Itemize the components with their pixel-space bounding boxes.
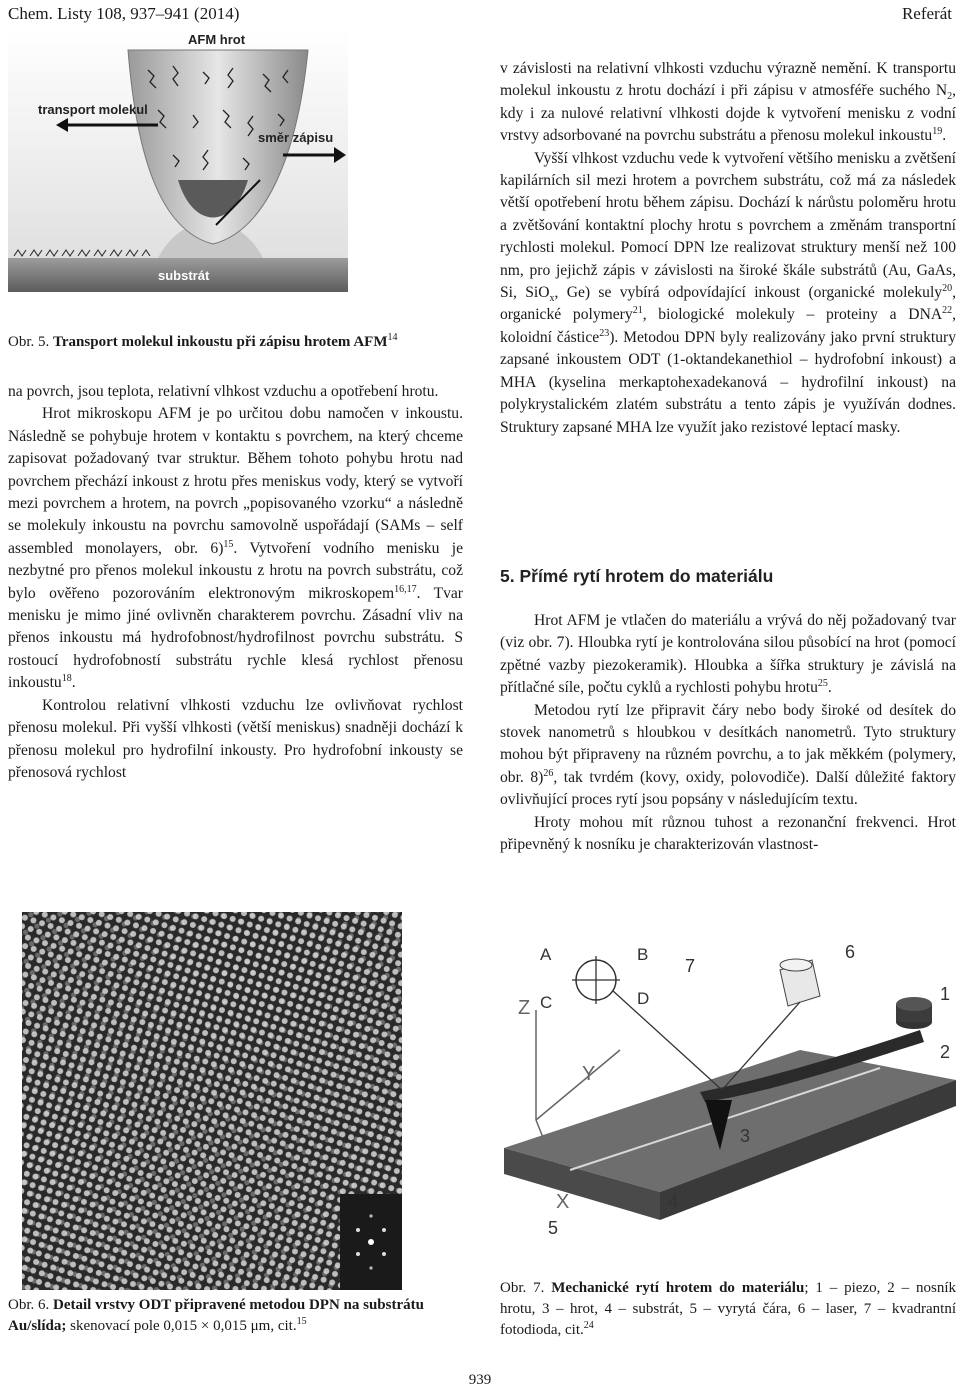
page-number: 939 xyxy=(468,1372,492,1388)
section-header: Referát xyxy=(901,4,952,23)
label-2: 2 xyxy=(940,1042,951,1062)
paragraph: v závislosti na relativní vlhkosti vzduchu výrazně nemění. K transportu molekul inkoustu z hrotu dochází i při zápisu v atmosféře suchého $N_2$, kdy i za nulové relativní vlhkosti dojde k vytvoření menisku z vodní vrstvy adsorbované na povrchu substrátu a přenosu molekul inkoustu$^{19}$. xyxy=(500,60,956,145)
label-1: 1 xyxy=(940,984,951,1004)
section-heading: 5. Přímé rytí hrotem do materiálu xyxy=(500,566,774,586)
paragraph: na povrch, jsou teplota, relativní vlhkost vzduchu a opotřebení hrotu. xyxy=(8,383,439,400)
figure5-caption: Obr. 5. Transport molekul inkoustu při zápisu hrotem AFM$^{14}$ xyxy=(8,332,398,350)
figure6-sam-texture-image xyxy=(22,912,402,1290)
photodiode-label-c: C xyxy=(540,993,553,1012)
paragraph: Vyšší vlhkost vzduchu vede k vytvoření většího menisku a zvětšení kapilárních sil mezi hrotem a povrchem substrátu, což má za následek větší opotřebení hrotu během zápisu. Dochází k nárůstu poloměru hrotu a zvětšování kontaktní plochy hrotu s povrchem a změnám transportní rychlosti molekul. Pomocí DPN lze realizovat struktury menší než 100 nm, pro jejichž zápis v závislosti na široké škále substrátů (Au, GaAs, Si, SiO$_x$, Ge) se vybírá odpovídající inkoust (organické molekuly$^{20}$, organické polymery$^{21}$, biologické molekuly – proteiny a DNA$^{22}$, koloidní částice$^{23}$). Metodou DPN byly realizovány jako první struktury zapsané inkoustem ODT (1-oktandekanethiol – hydrofobní inkoust) a MHA (kyselina merkaptohexadekanová – hydrofilní inkoust) na polykrystalickém zlatém substrátu a tento zápis je využíván dodnes. Struktury zapsané MHA lze využít jako rezistové leptací masky. xyxy=(500,149,956,436)
figure7-caption: Obr. 7. Mechanické rytí hrotem do materiálu; 1 – piezo, 2 – nosník hrotu, 3 – hrot, 4 – substrát, 5 – vyrytá čára, 6 – laser, 7 – kvadrantní fotodioda, cit.$^{24}$ xyxy=(500,1280,957,1338)
label-4: 4 xyxy=(668,1192,679,1212)
right-column-text xyxy=(500,58,956,439)
axis-z-label: Z xyxy=(518,997,531,1019)
label-substrate: substrát xyxy=(158,268,210,283)
photodiode-label-a: A xyxy=(540,945,552,964)
figure5-afm-tip-illustration xyxy=(8,30,348,292)
axis-x-label: X xyxy=(556,1191,570,1213)
figure6-caption: Obr. 6. Detail vrstvy ODT připravené metodou DPN na substrátu Au/slída; skenovací pole 0,015 × 0,015 μm, cit.$^{15}$ xyxy=(8,1297,424,1334)
label-5: 5 xyxy=(548,1218,559,1238)
label-transport: transport molekul xyxy=(38,102,148,117)
left-column-text xyxy=(8,381,463,784)
paragraph: Hroty mohou mít různou tuhost a rezonanční frekvenci. Hrot připevněný k nosníku je charakterizován vlastnost- xyxy=(500,813,956,854)
paragraph: Hrot mikroskopu AFM je po určitou dobu namočen v inkoustu. Následně se pohybuje hrotem v kontaktu s povrchem, na který chceme zapisovat požadovaný tvar struktur. Během tohoto pohybu hrotu nad povrchem přechází inkoust z hrotu přes meniskus vody, který se vytvoří mezi povrchem a hrotem, na povrch „popisovaného vzorku“ a následně se molekuly inkoustu na povrchu samovolně uspořádají (SAMs – self assembled monolayers, obr. 6)$^{15}$. Vytvoření vodního menisku je nezbytné pro přenos molekul inkoustu z hrotu na povrch substrátu, což bylo ověřeno pozorováním elektronovým mikroskopem$^{16,17}$. Tvar menisku je mimo jiné ovlivněn charakterem povrchu. Zásadní vliv na přenos inkoustu má hydrofobnost/hydrofilnost povrchu substrátu. S rostoucí hydrofobností substrátu rychle klesá rychlost přenosu inkoustu$^{18}$. xyxy=(8,405,464,692)
photodiode-label-b: B xyxy=(637,945,649,964)
paragraph: Kontrolou relativní vlhkosti vzduchu lze ovlivňovat rychlost přenosu molekul. Při vyšší vlhkosti (větší meniskus) snadněji dochází k přenosu molekul pro hydrofilní inkousty. Pro hydrofobní inkousty se přenosová rychlost xyxy=(8,696,463,781)
journal-header: Chem. Listy 108, 937–941 (2014) xyxy=(8,4,240,23)
right-column-text-section5 xyxy=(500,610,956,856)
fft-inset xyxy=(340,1194,402,1290)
label-7: 7 xyxy=(685,956,696,976)
label-write-direction: směr zápisu xyxy=(258,130,334,145)
piezo-block xyxy=(896,997,932,1029)
photodiode-label-d: D xyxy=(637,989,650,1008)
label-afm-tip: AFM hrot xyxy=(188,32,246,47)
label-3: 3 xyxy=(740,1126,751,1146)
laser-source xyxy=(780,959,820,1006)
label-6: 6 xyxy=(845,942,856,962)
paragraph: Hrot AFM je vtlačen do materiálu a vrývá do něj požadovaný tvar (viz obr. 7). Hloubka rytí je kontrolována silou působící na hrot (pomocí zpětné vazby piezokeramik). Hloubka a šířka struktury je závislá na přítlačné síle, počtu cyklů a rychlosti pohybu hrotu$^{25}$. xyxy=(500,612,956,697)
axis-y-label: Y xyxy=(582,1063,596,1085)
paragraph: Metodou rytí lze připravit čáry nebo body široké od desítek do stovek nanometrů s hloubkou v desítkách nanometrů. Tyto struktury mohou být připraveny na různém povrchu, a to jak měkkém (polymery, obr. 8)$^{26}$, tak tvrdém (kovy, oxidy, polovodiče). Další důležité faktory ovlivňující proces rytí jsou popsány v následujícím textu. xyxy=(500,701,956,809)
quadrant-photodiode xyxy=(572,956,620,1004)
figure7-scratching-diagram xyxy=(500,930,958,1266)
